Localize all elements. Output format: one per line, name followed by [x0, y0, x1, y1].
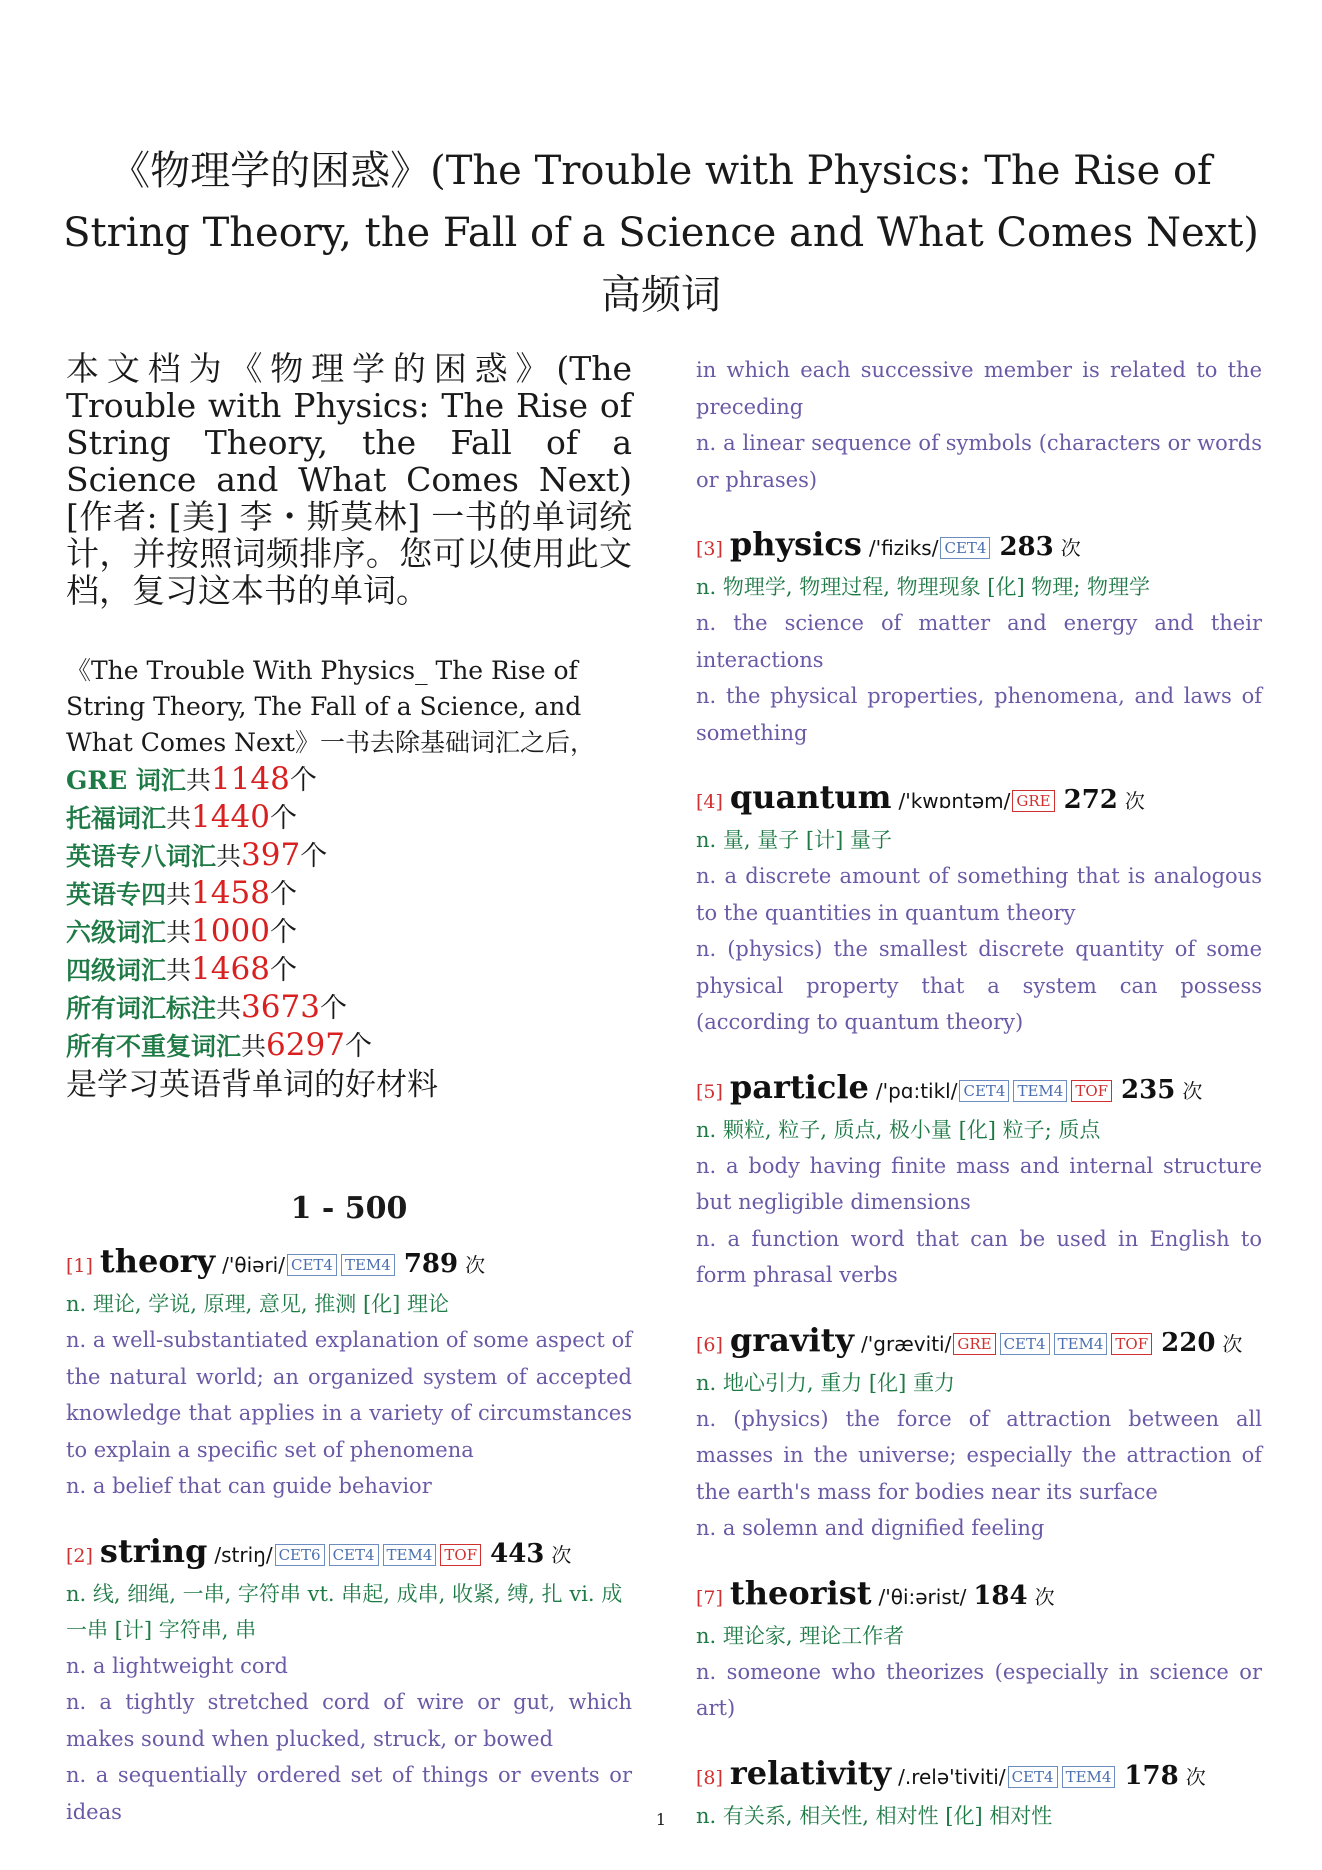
- entry-word: physics: [729, 525, 862, 563]
- definition: in which each successive member is related to the preceding: [696, 358, 1262, 419]
- level-badge: CET4: [287, 1254, 337, 1276]
- stat-mid: 共: [166, 804, 192, 833]
- level-badge: CET4: [329, 1544, 379, 1566]
- right-column: [696, 352, 1262, 1860]
- entry-count-unit: 次: [551, 1542, 572, 1567]
- definition: n. a linear sequence of symbols (characters or words or phrases): [696, 431, 1262, 492]
- level-badge: CET4: [1000, 1333, 1050, 1355]
- level-badge: TOF: [1071, 1080, 1112, 1102]
- level-badge: TOF: [440, 1544, 481, 1566]
- level-badge: TEM4: [1054, 1333, 1108, 1355]
- stat-mid: 共: [241, 1032, 267, 1061]
- stat-number: 6297: [266, 1027, 345, 1063]
- stat-line: [66, 875, 632, 913]
- chinese-definition: n. 理论, 学说, 原理, 意见, 推测 [化] 理论: [66, 1292, 450, 1316]
- intro-source: 《The Trouble With Physics_ The Rise of String Theory, The Fall of a Science, and What Comes Next》一书去除基础词汇之后，: [66, 656, 595, 757]
- entry-head: [696, 524, 1262, 569]
- entry-index: [7]: [696, 1586, 723, 1609]
- stat-number: 1440: [191, 799, 270, 835]
- entry-index: [2]: [66, 1544, 93, 1567]
- intro-paragraph: 本文档为《物理学的困惑》(The Trouble with Physics: The Rise of String Theory, the Fall of a Science and What Comes Next)[作者: [美] 李・斯莫林] 一书的单词统计，并按照词频排序。您可以使用此文档，复习这本书的单词。: [66, 349, 632, 610]
- carryover-definitions: [696, 352, 1262, 498]
- stat-unit: 个: [300, 841, 328, 872]
- entry-head: [696, 1753, 1262, 1798]
- definition: n. a well-substantiated explanation of some aspect of the natural world; an organized system of accepted knowledge that applies in a variety of circumstances to explain a specific set of phenomena: [66, 1328, 632, 1462]
- stat-label: 所有词汇标注: [66, 994, 217, 1023]
- level-badge: TEM4: [1013, 1080, 1067, 1102]
- entry-count: 178: [1124, 1760, 1179, 1791]
- stat-line: [66, 837, 632, 875]
- level-badge: TEM4: [341, 1254, 395, 1276]
- stat-unit: 个: [269, 917, 297, 948]
- stat-line: [66, 951, 632, 989]
- word-entry: [696, 1573, 1262, 1727]
- entry-count-unit: 次: [1034, 1584, 1055, 1609]
- entry-count: 235: [1121, 1074, 1176, 1105]
- entry-ipa: /.relə'tiviti/: [898, 1764, 1006, 1789]
- entry-word: particle: [729, 1067, 869, 1106]
- entry-head: [66, 1531, 632, 1576]
- definition: n. a sequentially ordered set of things or events or ideas: [66, 1763, 632, 1824]
- level-badge: TEM4: [1062, 1766, 1116, 1788]
- word-entry: [66, 1531, 632, 1831]
- word-entry: [66, 1241, 632, 1505]
- entry-count-unit: 次: [465, 1253, 486, 1277]
- entry-index: [4]: [696, 791, 723, 813]
- word-entry: [696, 777, 1262, 1041]
- stat-unit: 个: [269, 803, 297, 834]
- definition: n. a lightweight cord: [66, 1653, 288, 1678]
- definition: n. a discrete amount of something that is analogous to the quantities in quantum theory: [696, 864, 1262, 925]
- level-badge: CET4: [1008, 1766, 1058, 1788]
- stat-mid: 共: [216, 994, 242, 1023]
- chinese-definition: n. 量, 量子 [计] 量子: [696, 828, 892, 852]
- stat-mid: 共: [166, 880, 192, 909]
- entry-word: theorist: [729, 1573, 872, 1612]
- entry-ipa: /'kwɒntəm/: [898, 789, 1011, 813]
- left-column: [66, 350, 632, 1856]
- stat-line: [66, 799, 632, 837]
- entries-right: [696, 524, 1262, 1834]
- entry-index: [3]: [696, 538, 723, 560]
- stat-unit: 个: [269, 879, 297, 910]
- chinese-definition: n. 有关系, 相关性, 相对性 [化] 相对性: [696, 1803, 1053, 1828]
- level-badge: GRE: [1012, 790, 1054, 812]
- definition: n. the physical properties, phenomena, and laws of something: [696, 684, 1262, 745]
- entry-count: 789: [403, 1249, 459, 1279]
- entry-count: 443: [490, 1538, 545, 1569]
- chinese-definition: n. 理论家, 理论工作者: [696, 1623, 905, 1648]
- chinese-definition: n. 线, 细绳, 一串, 字符串 vt. 串起, 成串, 收紧, 缚, 扎 vi. 成一串 [计] 字符串, 串: [66, 1581, 623, 1642]
- entry-ipa: /'fiziks/: [868, 536, 939, 560]
- stats-list: [66, 761, 632, 1065]
- definition: n. (physics) the smallest discrete quantity of some physical property that a system can possess (according to quantum theory): [696, 937, 1262, 1034]
- stat-number: 397: [241, 837, 301, 873]
- entry-count-unit: 次: [1060, 536, 1081, 560]
- chinese-definition: n. 颗粒, 粒子, 质点, 极小量 [化] 粒子; 质点: [696, 1117, 1101, 1142]
- stat-label: 英语专八词汇: [66, 842, 217, 871]
- stat-number: 1458: [191, 875, 270, 911]
- stat-mid: 共: [166, 956, 192, 985]
- entry-word: theory: [99, 1242, 216, 1280]
- stat-line: [66, 1027, 632, 1065]
- stat-line: [66, 989, 632, 1027]
- stat-number: 1148: [210, 761, 290, 797]
- entry-count: 283: [999, 532, 1054, 562]
- definition: n. a belief that can guide behavior: [66, 1474, 432, 1498]
- stat-unit: 个: [319, 993, 347, 1024]
- stat-label: 托福词汇: [66, 804, 167, 833]
- page-title: 《物理学的困惑》(The Trouble with Physics: The Rise of String Theory, the Fall of a Science and What Comes Next) 高频词: [63, 148, 1259, 318]
- entry-head: [696, 1320, 1262, 1365]
- entry-count: 272: [1063, 785, 1118, 815]
- intro-tagline: 是学习英语背单词的好材料: [66, 1067, 438, 1103]
- entry-ipa: /striŋ/: [214, 1542, 273, 1567]
- entry-count-unit: 次: [1222, 1331, 1243, 1356]
- level-badge: GRE: [953, 1333, 995, 1355]
- entry-head: [696, 1067, 1262, 1112]
- word-entry: [696, 1320, 1262, 1547]
- stat-mid: 共: [216, 842, 242, 871]
- entry-ipa: /'θiəri/: [222, 1253, 285, 1277]
- level-badge: TOF: [1111, 1333, 1152, 1355]
- entry-word: gravity: [729, 1320, 855, 1359]
- stat-number: 1468: [191, 951, 270, 987]
- stat-unit: 个: [269, 955, 297, 986]
- definition: n. a tightly stretched cord of wire or gut, which makes sound when plucked, struck, or bowed: [66, 1690, 632, 1751]
- stat-line: [66, 913, 632, 951]
- entry-word: string: [99, 1531, 208, 1570]
- stat-label: 六级词汇: [66, 918, 167, 947]
- stat-line: [66, 761, 632, 799]
- stat-label: GRE 词汇: [66, 766, 186, 795]
- definition: n. (physics) the force of attraction between all masses in the universe; especially the attraction of the earth's mass for bodies near its surface: [696, 1406, 1262, 1504]
- entry-index: [6]: [696, 1333, 723, 1356]
- stat-label: 所有不重复词汇: [66, 1032, 242, 1061]
- definition: n. a function word that can be used in English to form phrasal verbs: [696, 1226, 1262, 1287]
- level-badge: TEM4: [383, 1544, 437, 1566]
- entry-count-unit: 次: [1124, 789, 1145, 813]
- entry-head: [696, 1573, 1262, 1618]
- entry-word: quantum: [729, 778, 892, 816]
- range-heading: 1 - 500: [290, 1191, 408, 1226]
- entry-count: 184: [973, 1580, 1028, 1611]
- entry-ipa: /'græviti/: [861, 1331, 952, 1356]
- entry-ipa: /'θi:ərist/: [878, 1584, 967, 1609]
- stat-label: 英语专四: [66, 880, 167, 909]
- word-entry: [696, 1067, 1262, 1294]
- entry-count: 220: [1161, 1327, 1216, 1358]
- stat-mid: 共: [185, 766, 211, 795]
- stat-number: 1000: [191, 913, 270, 949]
- stat-unit: 个: [289, 765, 317, 796]
- chinese-definition: n. 地心引力, 重力 [化] 重力: [696, 1370, 955, 1395]
- definition: n. a solemn and dignified feeling: [696, 1516, 1045, 1540]
- entry-head: [696, 777, 1262, 822]
- entry-index: [5]: [696, 1080, 723, 1103]
- level-badge: CET4: [940, 537, 990, 559]
- page-number: 1: [655, 1810, 667, 1829]
- definition: n. a body having finite mass and internal structure but negligible dimensions: [696, 1153, 1262, 1214]
- definition: n. the science of matter and energy and their interactions: [696, 611, 1262, 672]
- level-badge: CET6: [275, 1544, 325, 1566]
- intro-stats-block: [66, 653, 632, 1105]
- chinese-definition: n. 物理学, 物理过程, 物理现象 [化] 物理; 物理学: [696, 575, 1151, 599]
- word-entry: [696, 524, 1262, 751]
- definition: n. someone who theorizes (especially in science or art): [696, 1659, 1262, 1720]
- entry-ipa: /'pɑ:tikl/: [875, 1078, 958, 1103]
- entry-count-unit: 次: [1185, 1764, 1206, 1789]
- entry-index: [1]: [66, 1255, 93, 1277]
- entries-left: [66, 1241, 632, 1830]
- stat-mid: 共: [166, 918, 192, 947]
- entry-index: [8]: [696, 1766, 723, 1789]
- stat-unit: 个: [344, 1031, 372, 1062]
- stat-label: 四级词汇: [66, 956, 167, 985]
- stat-number: 3673: [241, 989, 320, 1025]
- entry-head: [66, 1241, 632, 1286]
- entry-count-unit: 次: [1182, 1078, 1203, 1103]
- entry-word: relativity: [729, 1753, 892, 1792]
- level-badge: CET4: [959, 1080, 1009, 1102]
